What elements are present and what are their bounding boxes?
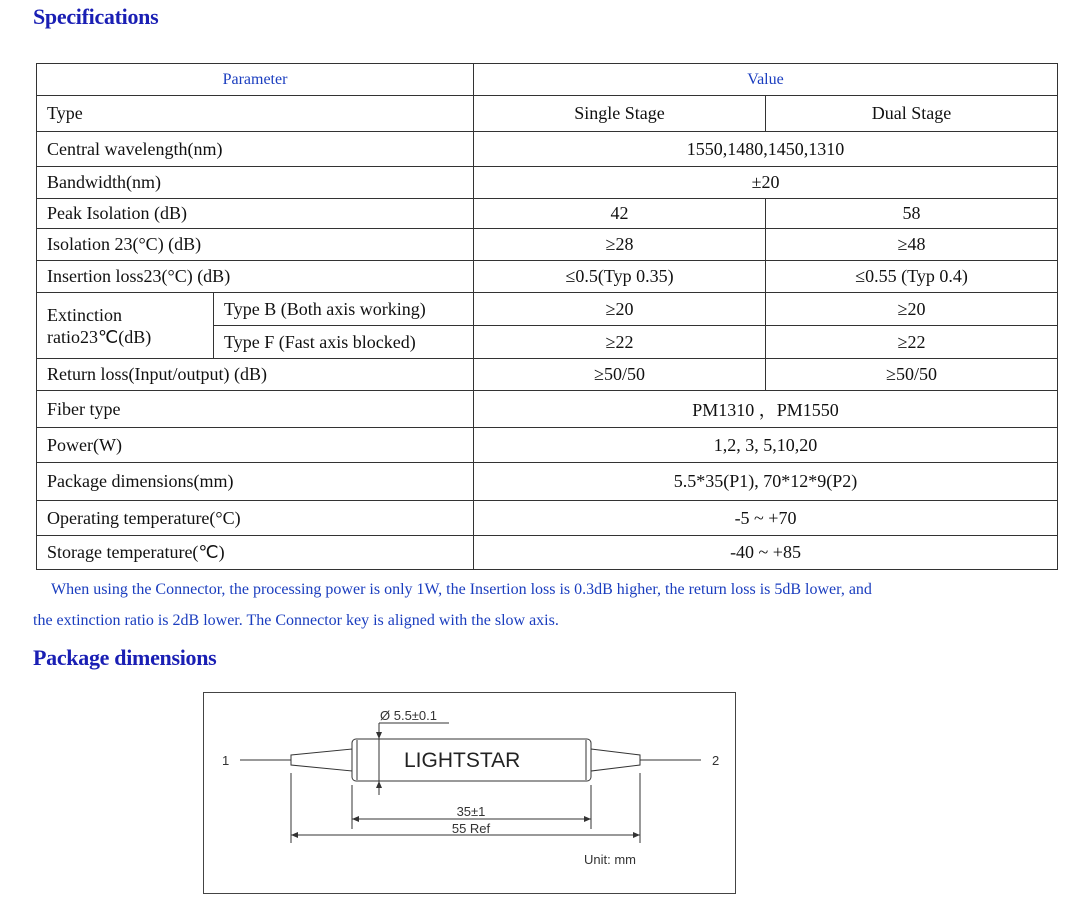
package-dimensions-value: 5.5*35(P1), 70*12*9(P2): [474, 463, 1058, 501]
fiber-type-value: PM1310 ，PM1550: [474, 391, 1058, 428]
header-parameter: Parameter: [37, 64, 474, 96]
operating-temperature-value: -5 ~ +70: [474, 501, 1058, 536]
extinction-ratio-label: [37, 293, 214, 359]
port-1-label: 1: [222, 753, 230, 768]
row-label: Fiber type: [37, 391, 474, 428]
total-length-label: 55 Ref: [451, 821, 491, 836]
specifications-table: [36, 63, 1058, 570]
table-row: [37, 463, 1058, 501]
boot-left: [291, 749, 352, 771]
brand-label: LIGHTSTAR: [404, 749, 521, 772]
package-dimensions-heading: Package dimensions: [33, 645, 217, 670]
unit-label: Unit: mm: [584, 852, 636, 867]
row-label: Storage temperature(℃): [37, 536, 474, 570]
package-drawing-svg: [204, 693, 737, 895]
table-row: [37, 261, 1058, 293]
header-value: Value: [474, 64, 1058, 96]
extinction-label-line2: ratio23℃(dB): [47, 326, 152, 347]
table-row: [37, 501, 1058, 536]
table-row: [37, 428, 1058, 463]
row-label: Power(W): [37, 428, 474, 463]
row-label: Insertion loss23(°C) (dB): [37, 261, 474, 293]
row-label: Package dimensions(mm): [37, 463, 474, 501]
table-row: [37, 359, 1058, 391]
row-label: Central wavelength(nm): [37, 132, 474, 167]
peak-isolation-single: 42: [474, 199, 766, 229]
boot-right: [591, 749, 640, 771]
table-row: [37, 391, 1058, 428]
isolation-single: ≥28: [474, 229, 766, 261]
insertion-loss-dual: ≤0.55 (Typ 0.4): [766, 261, 1058, 293]
storage-temperature-value: -40 ~ +85: [474, 536, 1058, 570]
specifications-heading: Specifications: [33, 4, 159, 29]
row-label: Type: [37, 96, 474, 132]
row-label: Peak Isolation (dB): [37, 199, 474, 229]
table-row: [37, 132, 1058, 167]
extinction-type-b-dual: ≥20: [766, 293, 1058, 326]
table-row: [37, 167, 1058, 199]
extinction-label-line1: Extinction: [47, 304, 122, 325]
peak-isolation-dual: 58: [766, 199, 1058, 229]
row-label: Operating temperature(°C): [37, 501, 474, 536]
table-row: [37, 96, 1058, 132]
row-label: Bandwidth(nm): [37, 167, 474, 199]
isolation-dual: ≥48: [766, 229, 1058, 261]
table-row: [37, 229, 1058, 261]
connector-note-line2: the extinction ratio is 2dB lower. The Connector key is aligned with the slow axis.: [33, 612, 559, 629]
table-row: [37, 199, 1058, 229]
bandwidth-value: ±20: [474, 167, 1058, 199]
table-header-row: [37, 64, 1058, 96]
power-value: 1,2, 3, 5,10,20: [474, 428, 1058, 463]
diameter-label: Ø 5.5±0.1: [380, 708, 438, 723]
connector-note-line1: When using the Connector, the processing power is only 1W, the Insertion loss is 0.3dB higher, the return loss is 5dB lower, and: [51, 581, 872, 598]
type-dual-stage: Dual Stage: [766, 96, 1058, 132]
extinction-type-f-single: ≥22: [474, 326, 766, 359]
port-2-label: 2: [712, 753, 720, 768]
insertion-loss-single: ≤0.5(Typ 0.35): [474, 261, 766, 293]
table-row: [37, 536, 1058, 570]
extinction-type-f-label: Type F (Fast axis blocked): [214, 326, 474, 359]
extinction-type-f-dual: ≥22: [766, 326, 1058, 359]
body-length-label: 35±1: [456, 804, 486, 819]
row-label: Isolation 23(°C) (dB): [37, 229, 474, 261]
type-single-stage: Single Stage: [474, 96, 766, 132]
extinction-type-b-label: Type B (Both axis working): [214, 293, 474, 326]
row-label: Return loss(Input/output) (dB): [37, 359, 474, 391]
extinction-type-b-single: ≥20: [474, 293, 766, 326]
central-wavelength-value: 1550,1480,1450,1310: [474, 132, 1058, 167]
package-drawing: [203, 692, 736, 894]
table-row: [37, 293, 1058, 326]
return-loss-dual: ≥50/50: [766, 359, 1058, 391]
return-loss-single: ≥50/50: [474, 359, 766, 391]
